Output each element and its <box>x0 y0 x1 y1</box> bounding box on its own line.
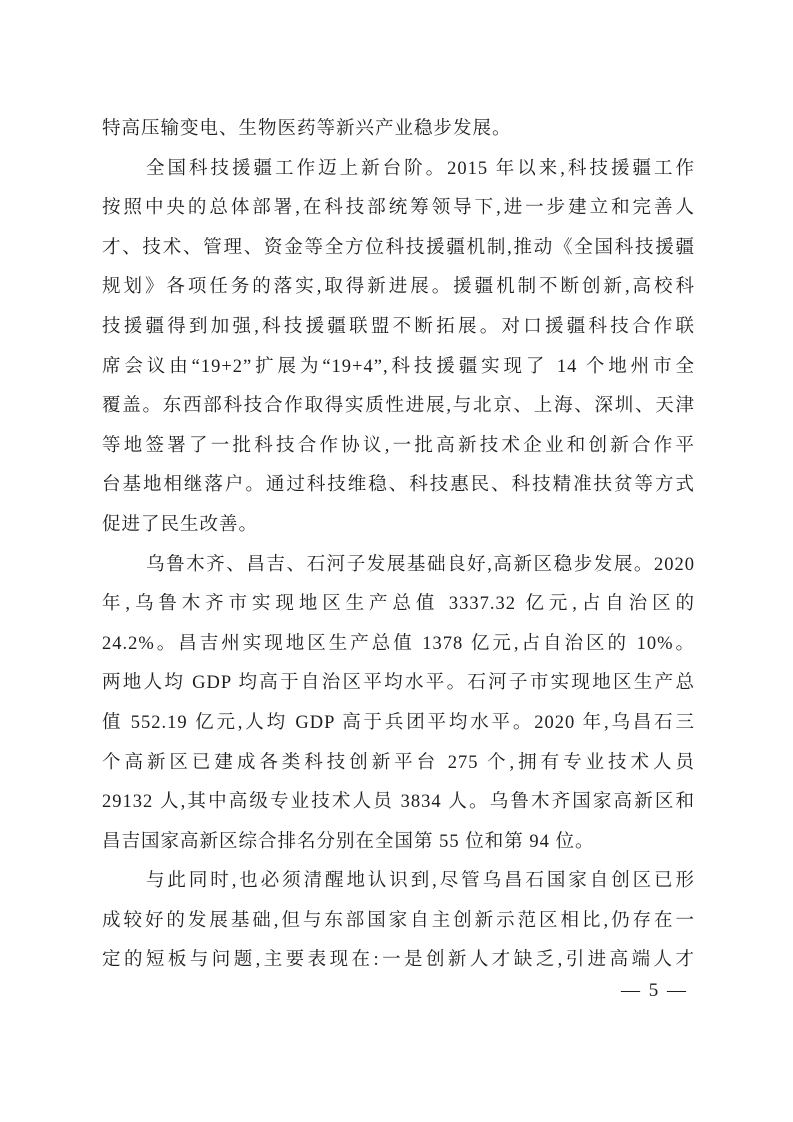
text-line: 定的短板与问题,主要表现在:一是创新人才缺乏,引进高端人才 <box>102 950 695 971</box>
text-line: 24.2%。昌吉州实现地区生产总值 1378 亿元,占自治区的 10%。 <box>102 633 695 654</box>
text-line: 成较好的发展基础,但与东部国家自主创新示范区相比,仍存在一 <box>102 910 695 931</box>
text-line: 昌吉国家高新区综合排名分别在全国第 55 位和第 94 位。 <box>102 831 595 852</box>
page-number: — 5 — <box>621 980 688 1001</box>
text-line: 年,乌鲁木齐市实现地区生产总值 3337.32 亿元,占自治区的 <box>102 594 695 615</box>
text-line: 席会议由“19+2”扩展为“19+4”,科技援疆实现了 14 个地州市全 <box>102 356 695 377</box>
text-line: 个高新区已建成各类科技创新平台 275 个,拥有专业技术人员 <box>102 752 695 773</box>
text-line: 乌鲁木齐、昌吉、石河子发展基础良好,高新区稳步发展。2020 <box>146 554 695 575</box>
text-line: 两地人均 GDP 均高于自治区平均水平。石河子市实现地区生产总 <box>102 673 695 694</box>
text-line: 覆盖。东西部科技合作取得实质性进展,与北京、上海、深圳、天津 <box>102 396 695 417</box>
text-line: 值 552.19 亿元,人均 GDP 高于兵团平均水平。2020 年,乌昌石三 <box>102 712 695 733</box>
text-block <box>102 110 695 981</box>
text-line: 等地签署了一批科技合作协议,一批高新技术企业和创新合作平 <box>102 435 695 456</box>
text-line: 规划》各项任务的落实,取得新进展。援疆机制不断创新,高校科 <box>102 277 695 298</box>
text-line: 特高压输变电、生物医药等新兴产业稳步发展。 <box>102 119 512 139</box>
text-line: 台基地相继落户。通过科技维稳、科技惠民、科技精准扶贫等方式 <box>102 475 695 496</box>
text-line: 技援疆得到加强,科技援疆联盟不断拓展。对口援疆科技合作联 <box>102 316 695 337</box>
text-line: 与此同时,也必须清醒地认识到,尽管乌昌石国家自创区已形 <box>146 871 695 892</box>
text-line: 才、技术、管理、资金等全方位科技援疆机制,推动《全国科技援疆 <box>102 237 695 258</box>
text-line: 按照中央的总体部署,在科技部统筹领导下,进一步建立和完善人 <box>102 198 695 219</box>
text-line: 全国科技援疆工作迈上新台阶。2015 年以来,科技援疆工作 <box>146 158 695 179</box>
text-line: 促进了民生改善。 <box>102 514 259 535</box>
text-line: 29132 人,其中高级专业技术人员 3834 人。乌鲁木齐国家高新区和 <box>102 792 695 813</box>
